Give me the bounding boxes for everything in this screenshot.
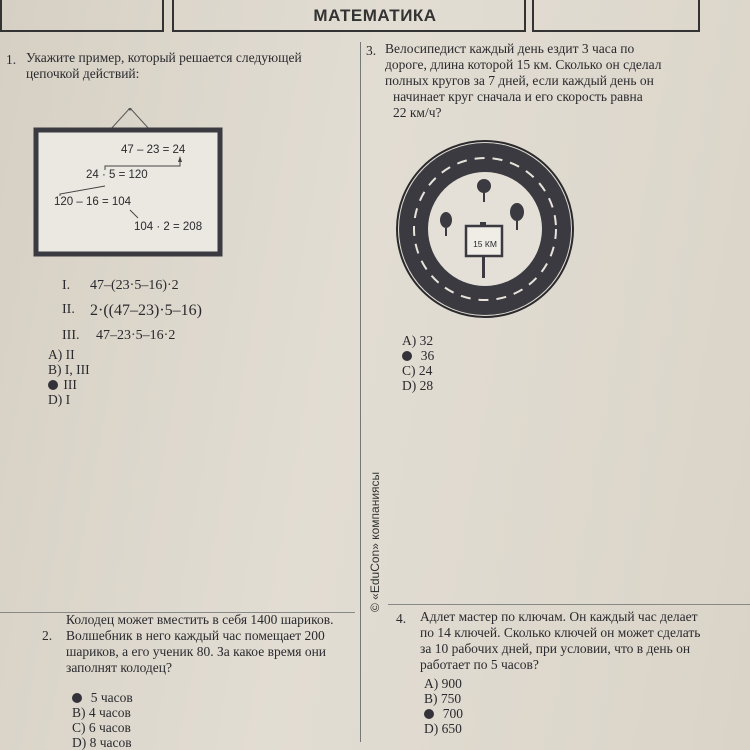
q1-expression-value: 2·((47–23)·5–16) (90, 302, 202, 319)
q4-option-c-label: 700 (442, 706, 463, 721)
q3-text-line: начинает круг сначала и его скорость равна (393, 89, 643, 104)
q1-expression-label: III. (62, 328, 80, 343)
q2-option-a-label: 5 часов (90, 690, 133, 705)
q1-option-c[interactable] (48, 377, 90, 392)
q1-expression-value: 47–(23·5–16)·2 (90, 278, 179, 293)
q1-option-d[interactable]: D) I (48, 392, 71, 407)
column-divider (360, 42, 361, 742)
q3-text-line: дороге, длина которой 15 км. Сколько он сделал (385, 57, 662, 72)
q3-text-line: 22 км/ч? (393, 105, 442, 120)
copyright-notice: © «EduCon» компаниясы (368, 471, 382, 612)
selected-answer-mark-icon (48, 380, 58, 390)
q4-number: 4. (396, 611, 407, 626)
q3-option-b-label: 36 (420, 348, 435, 363)
q2-option-b[interactable]: B) 4 часов (72, 705, 131, 720)
q1-option-c-label: III (63, 377, 77, 392)
q4-options (424, 676, 463, 736)
q4-text (420, 609, 700, 673)
q1-option-a[interactable]: A) II (48, 347, 75, 362)
q1-expression-label: I. (62, 278, 71, 293)
q1-expression (62, 328, 302, 348)
q2-text (66, 612, 334, 676)
q1-chain-step: 24 · 5 = 120 (86, 169, 148, 181)
q1-expression (62, 278, 302, 298)
q1-text-line: цепочкой действий: (26, 66, 140, 81)
q4-option-c[interactable] (424, 706, 463, 721)
q1-expression-label: II. (62, 302, 75, 317)
q2-option-a[interactable] (72, 690, 133, 705)
q1-number: 1. (6, 52, 17, 67)
q3-number: 3. (366, 43, 377, 58)
q2-text-line: Колодец может вместить в себя 1400 шариков. (66, 612, 334, 627)
q3-options (402, 333, 434, 393)
q4-text-line: за 10 рабочих дней, при условии, что в день он (420, 641, 691, 656)
selected-answer-mark-icon (72, 693, 82, 703)
q1-text (26, 50, 302, 82)
q1-options (48, 347, 90, 407)
q1-option-b[interactable]: B) I, III (48, 362, 90, 377)
q2-option-d[interactable]: D) 8 часов (72, 735, 132, 750)
q1-chain-step: 104 · 2 = 208 (134, 221, 203, 233)
q1-expression-value: 47–23·5–16·2 (96, 328, 176, 343)
page-title: МАТЕМАТИКА (313, 6, 437, 25)
q4-option-b[interactable]: B) 750 (424, 691, 462, 706)
q2-text-line: заполнят колодец? (66, 660, 173, 675)
q1-text-line: Укажите пример, который решается следующей (26, 50, 302, 65)
q2-text-line: Волшебник в него каждый час помещает 200 (66, 628, 325, 643)
q3-text-line: полных кругов за 7 дней, если каждый день он (385, 73, 654, 88)
q3-option-b[interactable] (402, 348, 434, 363)
selected-answer-mark-icon (402, 351, 412, 361)
q4-text-line: Адлет мастер по ключам. Он каждый час делает (420, 609, 698, 624)
q3-text-line: Велосипедист каждый день ездит 3 часа по (385, 41, 635, 56)
q3-option-d[interactable]: D) 28 (402, 378, 434, 393)
q3-ring-road-picture (396, 140, 574, 318)
q4-text-line: по 14 ключей. Сколько ключей он может сделать (420, 625, 701, 640)
q3-option-c[interactable]: C) 24 (402, 363, 433, 378)
q1-chain-step: 47 – 23 = 24 (121, 144, 186, 156)
q2-number: 2. (42, 628, 53, 643)
selected-answer-mark-icon (424, 709, 434, 719)
q4-option-a[interactable]: A) 900 (424, 676, 462, 691)
q4-text-line: работает по 5 часов? (420, 657, 539, 672)
q1-chain-step: 120 – 16 = 104 (54, 196, 132, 208)
q3-text (385, 41, 662, 121)
q2-text-line: шариков, а его ученик 80. За какое время они (66, 644, 327, 659)
q3-option-a[interactable]: A) 32 (402, 333, 434, 348)
q1-expression (62, 302, 302, 322)
q2-option-c[interactable]: C) 6 часов (72, 720, 131, 735)
q4-option-d[interactable]: D) 650 (424, 721, 462, 736)
q3-road-sign-label: 15 КМ (473, 239, 497, 249)
section-divider-right (388, 604, 750, 605)
q2-options (72, 690, 133, 750)
q1-chain-picture (30, 108, 230, 258)
